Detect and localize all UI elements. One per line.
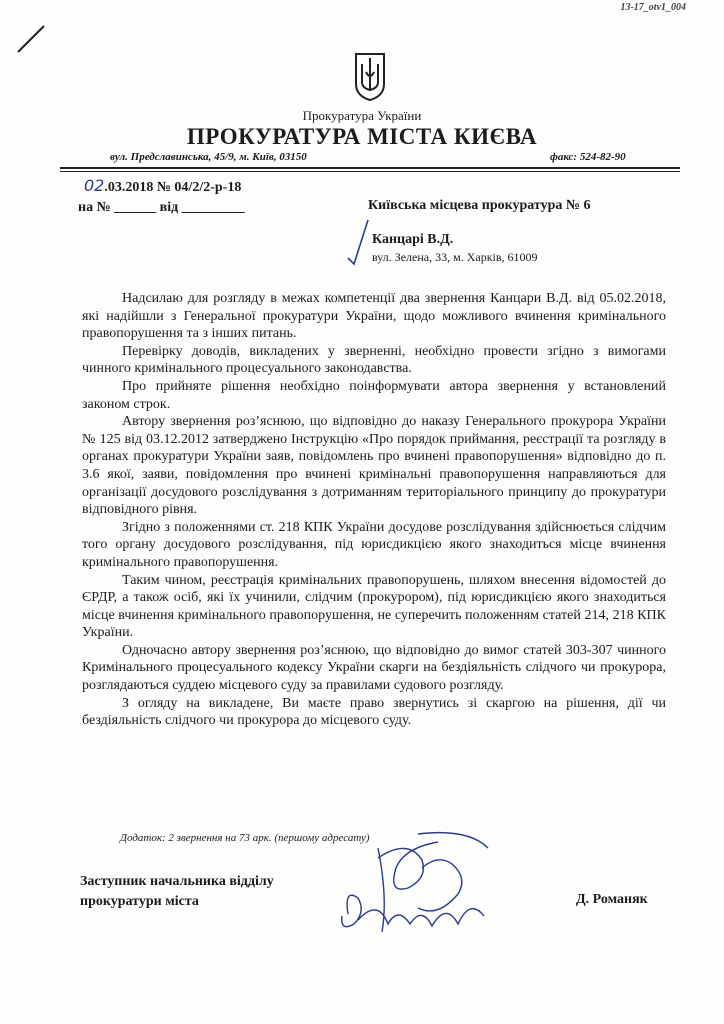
date-number: .03.2018 № 04/2/2-р-18 [104, 180, 242, 195]
signatory-title [80, 872, 274, 912]
signatory-title-line-2: прокуратури міста [80, 894, 199, 909]
signatory-title-line-1: Заступник начальника відділу [80, 874, 274, 889]
attachment-note: Додаток: 2 звернення на 73 арк. (першому адресату) [120, 832, 370, 844]
header-divider [60, 167, 680, 169]
letter-body [82, 290, 666, 730]
header-divider-thin [60, 171, 680, 172]
signatory-name: Д. Романяк [576, 892, 648, 907]
recipient-office: Київська місцева прокуратура № 6 [368, 198, 591, 213]
org-address: вул. Предславинська, 45/9, м. Київ, 03150 [110, 151, 307, 163]
body-paragraph-2: Перевірку доводів, викладених у зверненні, необхідно провести згідно з вимогами чинного кримінального процесуального законодавства. [82, 343, 666, 377]
org-fax: факс: 524-82-90 [550, 151, 626, 163]
letter-date-number [84, 176, 241, 196]
body-paragraph-6: Таким чином, реєстрація кримінальних правопорушень, шляхом внесення відомостей до ЄРДР, а також осіб, які їх учинили, слідчим (прокурором), під юрисдикцією якого знаходиться місце вчинення кримінального правопорушення, не суперечить положенням статей 214, 218 КПК України. [82, 572, 666, 641]
body-paragraph-3: Про прийняте рішення необхідно поінформувати автора звернення у встановлений законом строк. [82, 378, 666, 412]
recipient-name: Канцарі В.Д. [372, 232, 454, 247]
body-paragraph-4: Автору звернення роз’яснюю, що відповідно до наказу Генерального прокурора України № 125 від 03.12.2012 затверджено Інструкцію «Про порядок приймання, реєстрації та розгляду в органах прокуратури України заяв, повідомлень про вчинені правопорушення» відповідно до п. 3.6 якої, заяви, повідомлення про вчинені кримінальні правопорушення направляються для організації досудового розслідування з дотриманням територіального принципу до прокуратури відповідного рівня. [82, 414, 666, 518]
body-paragraph-7: Одночасно автору звернення роз’яснюю, що відповідно до вимог статей 303-307 чинного Кримінального процесуального кодексу України скарги на бездіяльність слідчого чи прокурора, розглядаються суддею місцевого суду за правилами судового розгляду. [82, 642, 666, 694]
handwritten-signature [318, 828, 498, 940]
recipient-address: вул. Зелена, 33, м. Харків, 61009 [372, 250, 538, 264]
handwritten-check-mark [346, 218, 370, 266]
body-paragraph-5: Згідно з положеннями ст. 218 КПК України досудове розслідування здійснюється слідчим того органу досудового розслідування, під юрисдикцією якого знаходиться місце вчинення кримінального правопорушення. [82, 519, 666, 570]
pen-stroke-mark [14, 18, 54, 58]
document-code: 13-17_otv1_004 [620, 2, 686, 13]
coat-of-arms-icon [353, 52, 387, 102]
body-paragraph-1: Надсилаю для розгляду в межах компетенції два звернення Канцари В.Д. від 05.02.2018, які надійшли з Генеральної прокуратури України, щодо можливого вчинення кримінального правопорушення та з інших питань. [82, 291, 666, 342]
handwritten-day: 02 [84, 176, 105, 195]
body-paragraph-8: З огляду на викладене, Ви маєте право звернутись зі скаргою на рішення, дії чи бездіяльність слідчого чи прокурора до місцевого суду. [82, 695, 666, 729]
reply-reference-line: на № ______ від _________ [78, 200, 245, 215]
org-parent: Прокуратура України [302, 108, 422, 123]
org-name: ПРОКУРАТУРА МІСТА КИЄВА [186, 124, 538, 149]
